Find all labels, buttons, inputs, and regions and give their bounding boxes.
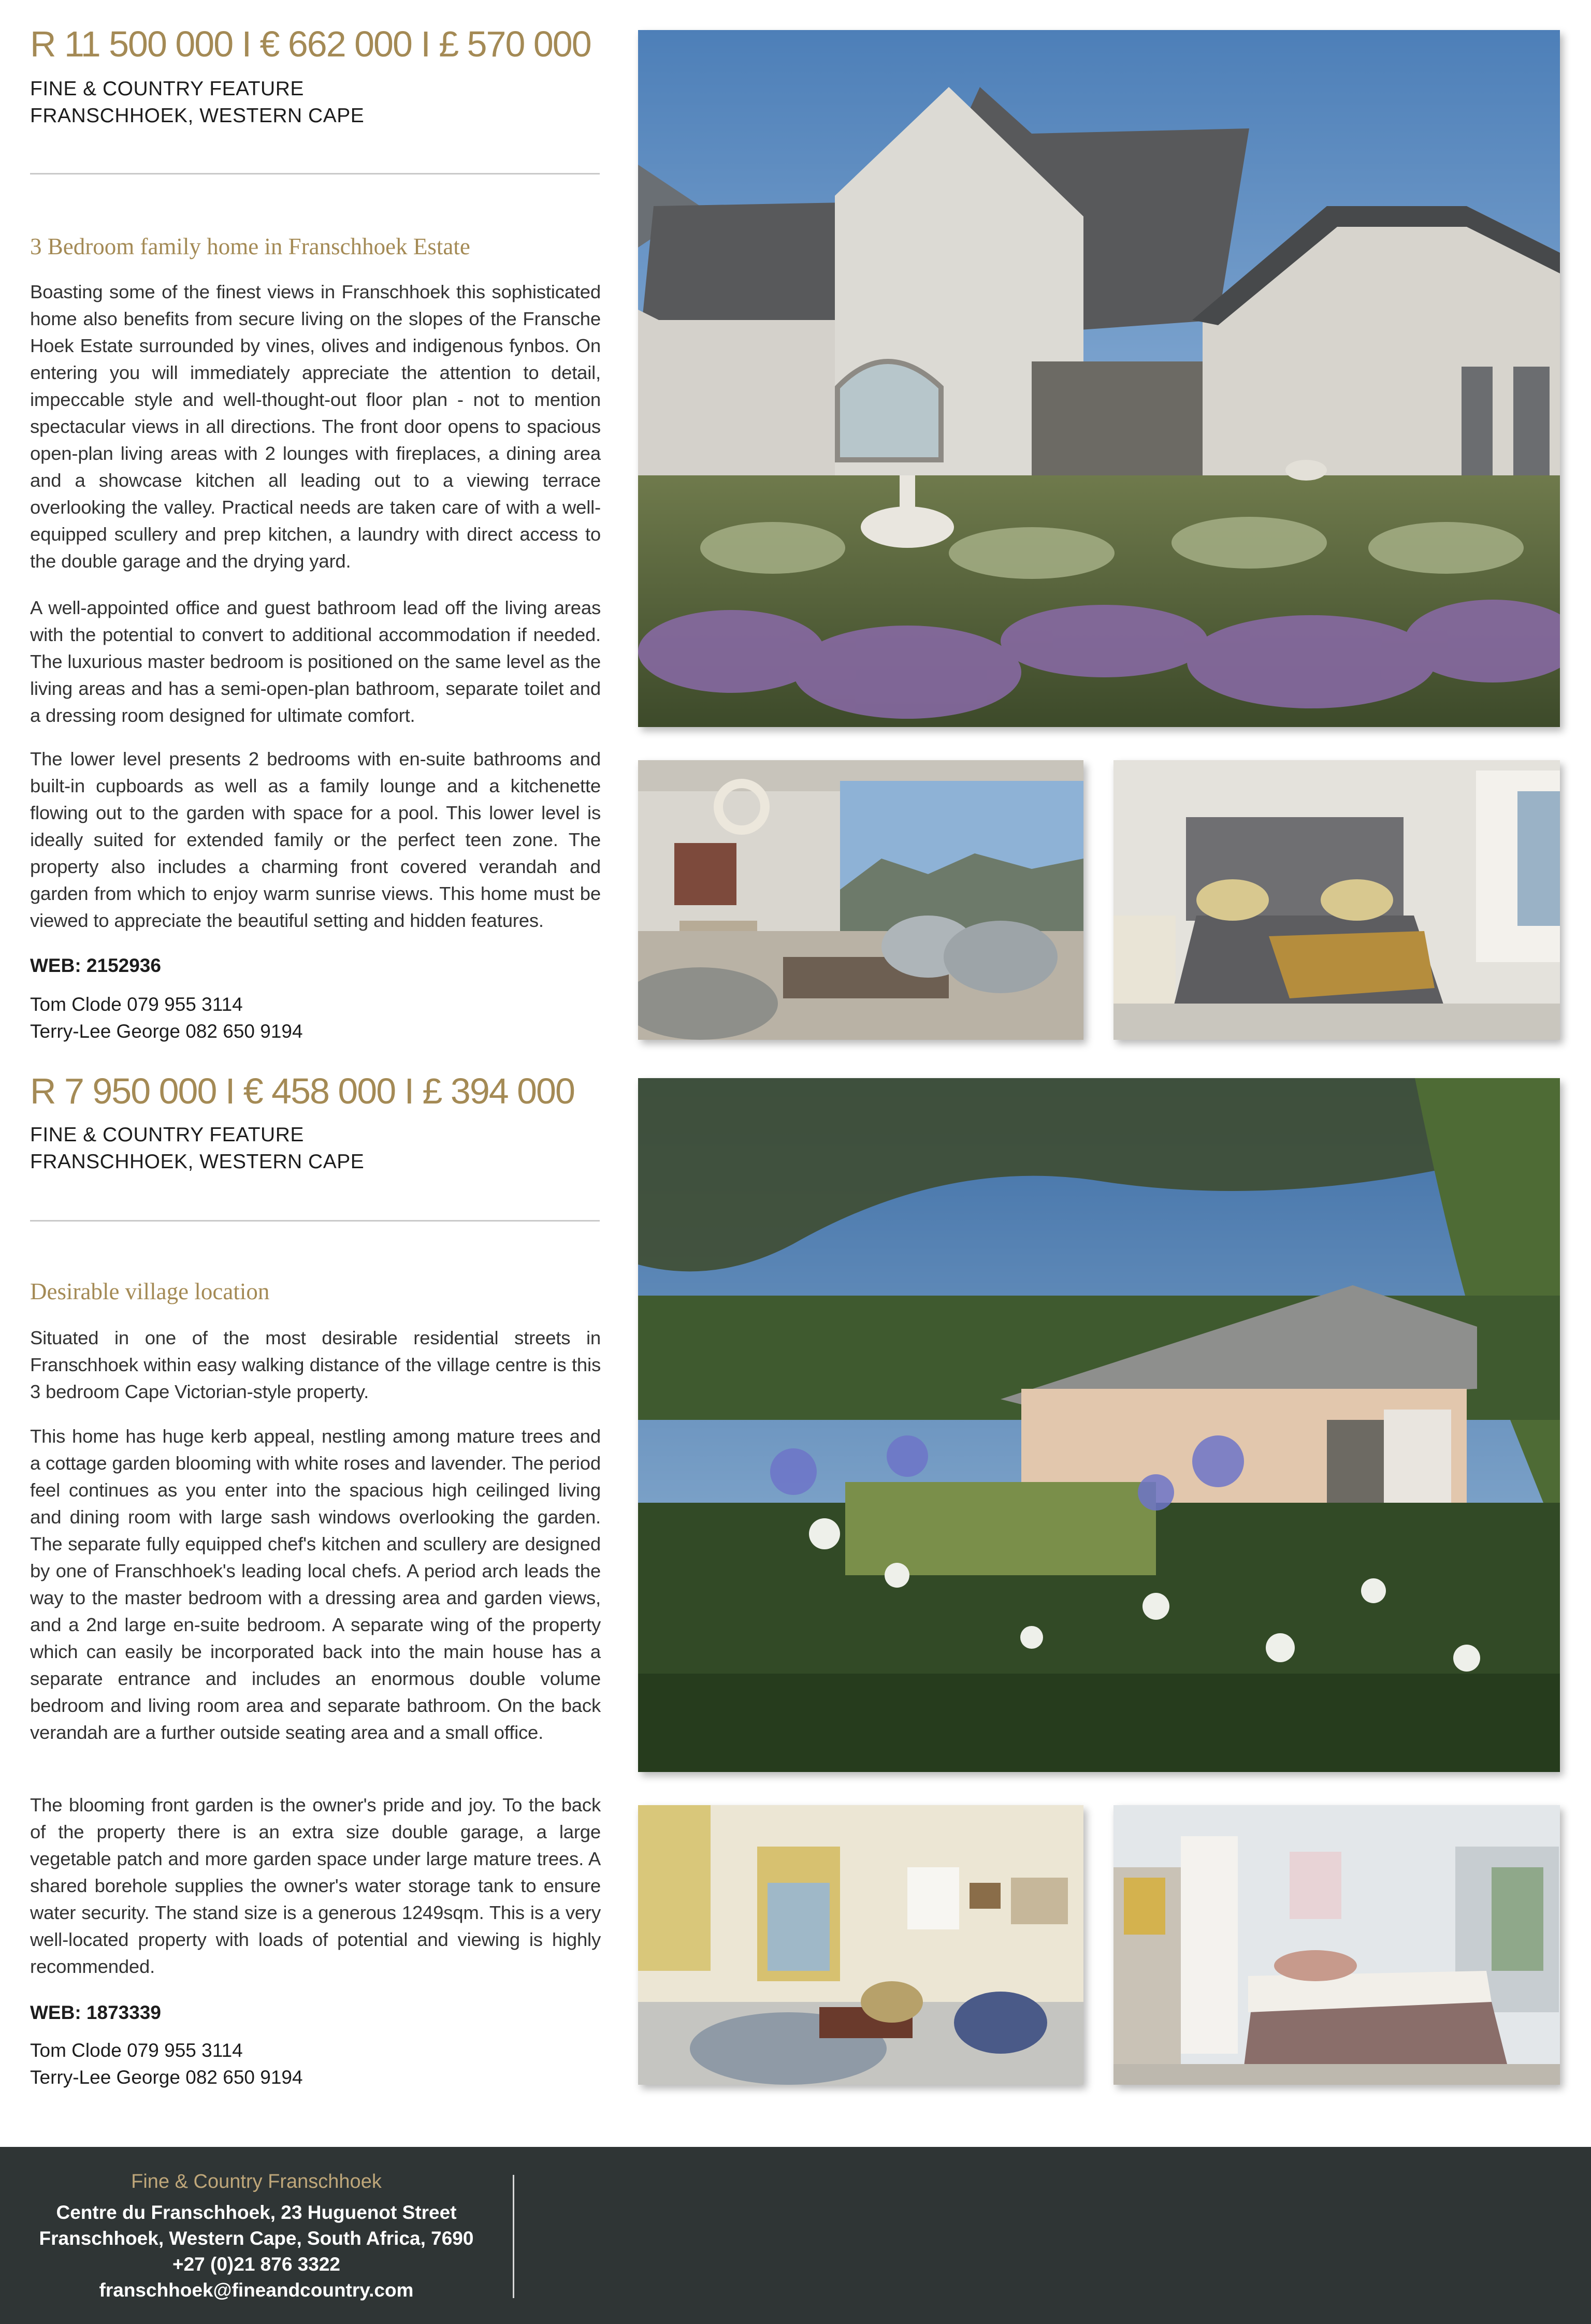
description-paragraph: Situated in one of the most desirable residential streets in Franschhoek within easy walking distance of the village centre is this 3 bedroom Cape Victorian-style property. bbox=[30, 1327, 601, 1402]
feature-label: FINE & COUNTRY FEATURE bbox=[30, 78, 304, 100]
agent-contact: Tom Clode 079 955 3114 bbox=[30, 994, 243, 1015]
agent-contact: Tom Clode 079 955 3114 bbox=[30, 2040, 243, 2061]
location-label: FRANSCHHOEK, WESTERN CAPE bbox=[30, 105, 365, 127]
main-property-photo bbox=[638, 1078, 1560, 1772]
description-paragraph: A well-appointed office and guest bathroom lead off the living areas with the potential to convert to additional accommodation if needed. The luxurious master bedroom is positioned on the same level as the living areas and has a semi-open-plan bathroom, separate toilet and a dressing room designed for ultimate comfort. bbox=[30, 597, 601, 726]
main-property-photo bbox=[638, 30, 1560, 727]
description-paragraph: The blooming front garden is the owner's pride and joy. To the back of the property there is an extra size double garage, a large vegetable patch and more garden space under large mature trees. A shared borehole supplies the owner's water storage tank to ensure water security. The stand size is a generous 1249sqm. This is a very well-located property with loads of potential and viewing is highly recommended. bbox=[30, 1794, 601, 1977]
web-reference: WEB: 1873339 bbox=[30, 2002, 161, 2023]
office-name: Fine & Country Franschhoek bbox=[131, 2171, 382, 2192]
description-paragraph: This home has huge kerb appeal, nestling among mature trees and a cottage garden blooming with white roses and lavender. The period feel continues as you enter into the spacious high ceilinged living and dining room with large sash windows overlooking the garden. The separate fully equipped chef's kitchen and scullery are designed by one of Franschhoek's leading local chefs. A period arch leads the way to the master bedroom with a dressing area and garden views, and a 2nd large en-suite bedroom. A separate wing of the property which can easily be incorporated back into the main house has a separate entrance and includes an enormous double volume bedroom and living room area and separate bathroom. On the back verandah are a further outside seating area and a small office. bbox=[30, 1426, 601, 1743]
listing-1 bbox=[0, 0, 1591, 1051]
feature-label: FINE & COUNTRY FEATURE bbox=[30, 1124, 304, 1146]
footer-divider bbox=[513, 2175, 514, 2298]
guest-bedroom-photo bbox=[1113, 1805, 1560, 2085]
office-address-line: Centre du Franschhoek, 23 Huguenot Street bbox=[56, 2202, 457, 2223]
bedroom-photo bbox=[1113, 760, 1560, 1040]
listing-1-text bbox=[30, 0, 601, 1051]
divider bbox=[30, 173, 600, 175]
office-email-link[interactable]: franschhoek@fineandcountry.com bbox=[99, 2279, 414, 2301]
agent-contact: Terry-Lee George 082 650 9194 bbox=[30, 2067, 303, 2088]
listing-heading: 3 Bedroom family home in Franschhoek Estate bbox=[30, 234, 470, 259]
location-label: FRANSCHHOEK, WESTERN CAPE bbox=[30, 1151, 365, 1173]
listing-2-text bbox=[30, 1046, 601, 2108]
description-paragraph: Boasting some of the finest views in Franschhoek this sophisticated home also benefits from secure living on the slopes of the Fransche Hoek Estate surrounded by vines, olives and indigenous fynbos. On entering you will immediately appreciate the attention to detail, impeccable style and well-thought-out floor plan - not to mention spectacular views in all directions. The front door opens to spacious open-plan living areas with 2 lounges with fireplaces, a dining area and a showcase kitchen all leading out to a viewing terrace overlooking the valley. Practical needs are taken care of with a well-equipped scullery and prep kitchen, a laundry with direct access to the double garage and the drying yard. bbox=[30, 281, 601, 572]
agent-contact: Terry-Lee George 082 650 9194 bbox=[30, 1021, 303, 1042]
listing-heading: Desirable village location bbox=[30, 1279, 270, 1304]
office-footer bbox=[0, 2147, 1591, 2324]
web-reference: WEB: 2152936 bbox=[30, 955, 161, 976]
divider bbox=[30, 1220, 600, 1222]
price: R 11 500 000 I € 662 000 I £ 570 000 bbox=[30, 24, 591, 64]
office-phone[interactable]: +27 (0)21 876 3322 bbox=[172, 2254, 341, 2275]
office-address-line: Franschhoek, Western Cape, South Africa, 7690 bbox=[39, 2228, 474, 2249]
description-paragraph: The lower level presents 2 bedrooms with en-suite bathrooms and built-in cupboards as well as a family lounge and a kitchenette flowing out to the garden with space for a pool. This lower level is ideally suited for extended family or the perfect teen zone. The property also includes a charming front covered verandah and garden from which to enjoy warm sunrise views. This home must be viewed to appreciate the beautiful setting and hidden features. bbox=[30, 748, 601, 931]
lounge-photo bbox=[638, 760, 1083, 1040]
living-room-photo bbox=[638, 1805, 1083, 2085]
listing-2 bbox=[0, 1046, 1591, 2108]
price: R 7 950 000 I € 458 000 I £ 394 000 bbox=[30, 1071, 574, 1111]
